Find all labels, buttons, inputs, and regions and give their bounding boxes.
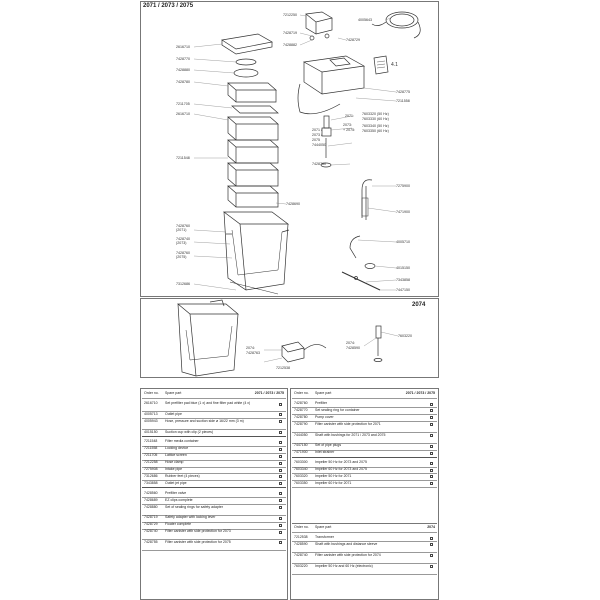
checkbox-icon <box>279 499 282 502</box>
label-7447150: 7447150 <box>396 288 410 292</box>
label-7428719: 7428719 <box>283 31 297 35</box>
outlet-pipe <box>350 236 360 258</box>
order-number: 7603320 <box>294 473 308 478</box>
spare-part-description: Prefilter <box>315 401 328 405</box>
order-number: 7428790 <box>294 421 308 426</box>
spare-part-description: Outlet pipe <box>165 411 182 416</box>
checkbox-icon <box>430 475 433 478</box>
order-number: 7428760 <box>294 401 308 405</box>
spare-part-description: Suction cup with clip (2 pieces) <box>165 429 214 434</box>
label-7212538: 7212538 <box>276 366 290 370</box>
checkbox-icon <box>430 565 433 568</box>
transformer <box>282 342 304 362</box>
checkbox-icon <box>430 452 433 455</box>
order-number: 7428755 <box>144 539 158 544</box>
checkbox-icon <box>279 517 282 520</box>
label-7603350: 7603350 (60 Hz) <box>362 129 389 133</box>
ring-2 <box>234 69 258 77</box>
sealing-ring <box>236 59 256 65</box>
spare-part-description: Impeller 60 Hz for 2071 <box>315 480 352 485</box>
spare-part-description: Shaft with bushings and distance sleeve <box>315 541 378 546</box>
checkbox-icon <box>430 409 433 412</box>
label-7603330: 7603330 (60 Hz) <box>362 117 389 121</box>
label-7428690: 7428690 <box>286 202 300 206</box>
label-4005710: 4005710 <box>396 240 410 244</box>
order-number: 7471900 <box>294 450 308 455</box>
spare-part-description: Set sealing ring for container <box>315 407 360 412</box>
spare-part-description: Impeller 50 Hz for 2073 and 2075 <box>315 460 367 465</box>
spare-part-description: Inlet strainer <box>315 450 335 455</box>
order-number: 7428880 <box>144 504 158 509</box>
label-shaft-model-b: 2073 / <box>312 133 322 137</box>
label-7428880: 7428880 <box>176 68 190 72</box>
label-7428780-right: 7428780 <box>312 162 326 166</box>
checkbox-icon <box>279 431 282 434</box>
order-number: 7428729 <box>144 522 158 527</box>
label-7428760-2071: 7428760 (2071) <box>176 224 190 232</box>
checkbox-icon <box>279 455 282 458</box>
order-number: 4005713 <box>144 411 158 416</box>
spare-part-description: Locking device <box>165 446 189 451</box>
label-7312686: 7312686 <box>176 282 190 286</box>
label-model-2071: 2071: <box>345 114 354 118</box>
checkbox-icon <box>430 434 433 437</box>
prefilter-container <box>228 83 276 102</box>
spare-part-description: Hose, pressure and suction side ø 16/22 mm (3 m) <box>165 418 244 423</box>
impeller-shaft <box>321 116 331 167</box>
spare-part-description: Filter canister with side protection for 2071 <box>315 421 381 426</box>
checkbox-icon <box>279 531 282 534</box>
order-number: 4015150 <box>144 429 158 434</box>
label-shaft-model-a: 2071 / <box>312 128 322 132</box>
spare-part-description: Safety adapter with locking lever <box>165 515 216 520</box>
label-7603320: 7603320 (50 Hz) <box>362 112 389 116</box>
order-number: 7428780 <box>294 414 308 419</box>
power-cable <box>298 84 340 114</box>
order-number: 7428740 <box>294 552 308 557</box>
suction-cup <box>365 264 375 269</box>
order-number: 7212258 <box>144 460 158 465</box>
order-number: 7428590 <box>294 541 308 546</box>
checkbox-icon <box>430 416 433 419</box>
order-number: 7312686 <box>144 473 158 478</box>
label-7275900: 7275900 <box>396 184 410 188</box>
label-2616710-top: 2616710 <box>176 45 190 49</box>
order-number: 7343858 <box>144 480 158 485</box>
checkbox-icon <box>430 423 433 426</box>
label-2074-canister: 2074: <box>246 346 255 350</box>
checkbox-icon <box>279 441 282 444</box>
order-number: 7275908 <box>144 467 158 471</box>
order-number: 7603350 <box>294 480 308 485</box>
label-7211705: 7211705 <box>176 102 190 106</box>
label-7428882: 7428882 <box>283 43 297 47</box>
label-7603220: 7603220 <box>398 334 412 338</box>
order-number: 7603220 <box>294 563 308 568</box>
label-2616710-mid: 2616710 <box>176 112 190 116</box>
checkbox-icon <box>430 482 433 485</box>
spare-part-description: Transformer <box>315 535 334 539</box>
spare-part-description: Filter canister with side protection for 2073 <box>165 529 231 534</box>
spare-part-description: Filter media container <box>165 439 199 444</box>
label-7428729: 7428729 <box>346 38 360 42</box>
order-number: 7603300 <box>294 460 308 465</box>
spare-part-description: Pump cover <box>315 414 334 419</box>
order-number: 7428719 <box>144 515 158 520</box>
order-number: 2616710 <box>144 401 158 405</box>
spare-part-description: Filter canister with side protection for 2074 <box>315 552 381 557</box>
label-7343858: 7343858 <box>396 278 410 282</box>
order-number: 7428689 <box>144 497 158 502</box>
canister-2074 <box>178 304 238 376</box>
checkbox-icon <box>430 403 433 406</box>
checkbox-icon <box>279 541 282 544</box>
label-model-2075: + 2075: <box>343 128 356 132</box>
manual-icon <box>374 56 388 74</box>
top-panel-title: 2071 / 2073 / 2075 <box>143 3 194 9</box>
order-number: 7211705 <box>144 453 158 458</box>
label-7212250: 7212250 <box>283 13 297 17</box>
order-number: 7211548 <box>144 439 158 444</box>
spare-part-description: Set of pipe plugs <box>315 443 342 448</box>
mid-panel-title: 2074 <box>412 302 426 308</box>
spare-part-description: Rubber feet (4 pieces) <box>165 473 200 478</box>
spare-part-description: Hose clamp <box>165 460 184 465</box>
label-7428775: 7428775 <box>396 90 410 94</box>
checkbox-icon <box>279 462 282 465</box>
spare-part-description: EZ clips complete <box>165 497 193 502</box>
label-model-2073: 2073: <box>343 123 352 127</box>
label-manual: 4.1 <box>391 62 398 68</box>
spare-part-description: Lattice screen <box>165 453 187 458</box>
checkbox-icon <box>279 413 282 416</box>
checkbox-icon <box>279 506 282 509</box>
order-number: 7428770 <box>294 407 308 412</box>
checkbox-icon <box>279 403 282 406</box>
order-number: 7603340 <box>294 467 308 471</box>
checkbox-icon <box>279 492 282 495</box>
order-number: 7428740 <box>144 529 158 534</box>
label-7471900: 7471900 <box>396 210 410 214</box>
checkbox-icon <box>430 554 433 557</box>
spare-part-description: Set prefilter pad blue (1 x) and fine filter pad white (4 x) <box>165 401 251 405</box>
label-7428590: 7428590 <box>346 346 360 350</box>
order-number: 4005943 <box>144 418 158 423</box>
checkbox-icon <box>430 469 433 472</box>
checkbox-icon <box>430 543 433 546</box>
spare-part-description: Outlet jet pipe <box>165 480 187 485</box>
label-7444050: 7444050 <box>312 143 326 147</box>
checkbox-icon <box>279 448 282 451</box>
order-number: 7428560 <box>144 490 158 495</box>
checkbox-icon <box>279 469 282 472</box>
prefilter-lid <box>222 34 272 49</box>
checkbox-icon <box>430 462 433 465</box>
lattice-screen <box>232 106 278 113</box>
label-7211548: 7211548 <box>176 156 190 160</box>
spare-part-description: Set of sealing rings for safety adapter <box>165 504 223 509</box>
filter-media-baskets <box>228 117 278 207</box>
leader-lines <box>194 15 398 362</box>
label-7428760-2075: 7428760 (2075) <box>176 251 190 259</box>
label-2074-shaft: 2074: <box>346 341 355 345</box>
label-shaft-model-c: 2075 <box>312 138 320 142</box>
spare-part-description: Prefilter valve <box>165 490 187 495</box>
left-table: Order no. Spare part 2071 / 2073 / 2075 2616710 Set prefilter pad blue (1 x) and fine filter pad white (4 x) 4005713 Outlet pipe 4005943 Hose, pressure and suction side ø 16/22 mm (3 m) 4015150 Suction cup with clip (2 pieces) 7211548 Filter media container 7211558 Locking device 7211705 Lattice screen 7212258 Hose clamp 7275908 Intake pipe 7312686 Rubber feet (4 pieces) 7343858 Outlet jet pipe 7428560 Prefilter valve 7428689 EZ clips complete 7428880 Set of sealing rings for safety adapter 7428719 Safety adapter with locking lever 7428729 Floater complete 7428740 Filter canister with side protection for 2073 7428755 Filter canister with side protection for 2075 <box>142 390 286 598</box>
outlet-jet-pipe <box>342 272 380 290</box>
intake-pipe <box>362 180 372 218</box>
spare-part-description: Floater complete <box>165 522 192 527</box>
label-7428740-2073: 7428740 (2073) <box>176 237 190 245</box>
spare-part-description: Shaft with bushings for 2071 / 2073 and 2075 <box>315 432 386 437</box>
spare-part-description: Intake pipe <box>165 467 183 471</box>
label-7428770: 7428770 <box>176 57 190 61</box>
checkbox-icon <box>279 524 282 527</box>
checkbox-icon <box>430 445 433 448</box>
label-7603340: 7603340 (50 Hz) <box>362 124 389 128</box>
order-number: 7444050 <box>294 432 308 437</box>
order-number: 7212538 <box>294 535 308 539</box>
order-number: 7447150 <box>294 443 308 448</box>
spare-part-description: Impeller 60 Hz for 2073 and 2075 <box>315 467 367 471</box>
label-7428780-left: 7428780 <box>176 80 190 84</box>
safety-adapter <box>306 12 332 34</box>
label-4015150: 4015150 <box>396 266 410 270</box>
checkbox-icon <box>279 420 282 423</box>
hose-coil <box>372 12 420 38</box>
canister-top <box>224 212 288 224</box>
checkbox-icon <box>430 537 433 540</box>
order-number: 7211558 <box>144 446 158 451</box>
inlet-strainer <box>362 198 368 216</box>
spare-part-description: Filter canister with side protection for 2075 <box>165 539 231 544</box>
spare-part-description: Impeller 50 Hz for 2071 <box>315 473 352 478</box>
label-4005643: 4005643 <box>358 18 372 22</box>
checkbox-icon <box>279 475 282 478</box>
label-7428763: 7428763 <box>246 351 260 355</box>
spare-part-description: Impeller 50 Hz and 60 Hz (electronic) <box>315 563 373 568</box>
checkbox-icon <box>279 482 282 485</box>
right-table: Order no. Spare part 2071 / 2073 / 2075 7428760 Prefilter 7428770 Set sealing ring for container 7428780 Pump cover 7428790 Filter canister with side protection for 2071 7444050 Shaft with bushings for 2071 / 2073 and 2075 7447150 Set of pipe plugs 7471900 Inlet strainer 7603300 Impeller 50 Hz for 2073 and 2075 7603340 Impeller 60 Hz for 2073 and 2075 7603320 Impeller 50 Hz for 2071 7603350 Impeller 60 Hz for 2071 Order no. Spare part 2074 7212538 Transformer 7428590 Shaft with bushings and distance sleeve 7428740 Filter canister with side protection for 2074 7603220 Impeller 50 Hz and 60 Hz (electronic) <box>292 390 437 598</box>
label-7211558: 7211558 <box>396 99 410 103</box>
impeller-2074 <box>376 326 381 338</box>
